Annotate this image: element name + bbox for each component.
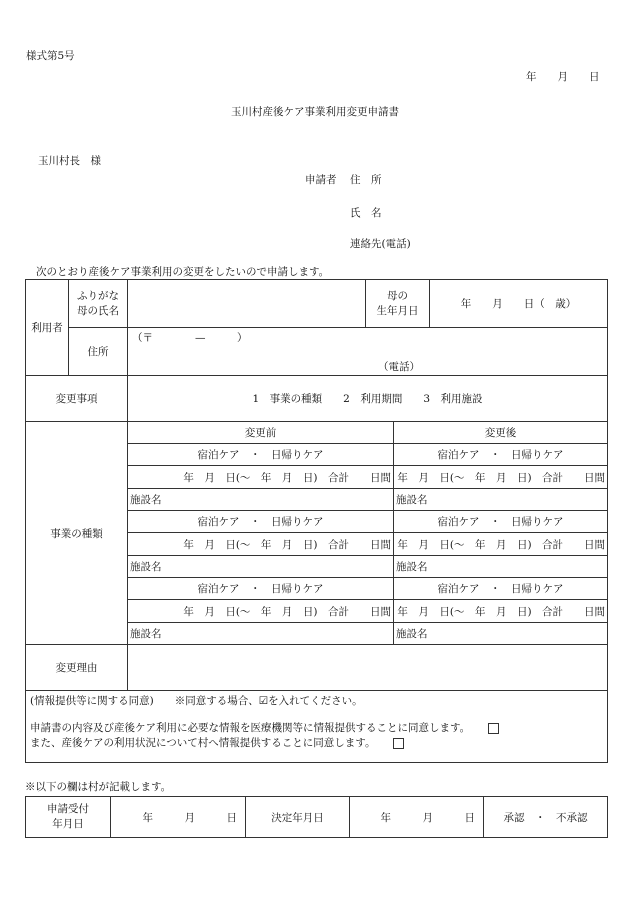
applicant-contact-label: 連絡先(電話) [350,238,411,250]
reason-label: 変更理由 [26,645,128,691]
applicant-label: 申請者 [305,174,337,186]
dob-label: 母の 生年月日 [366,280,430,328]
before-period[interactable]: 年 月 日(～ 年 月 日) 合計 日間 [128,533,394,556]
after-care-types[interactable]: 宿泊ケア ・ 日帰りケア [394,511,608,533]
addressee: 玉川村長 様 [38,155,101,167]
form-number: 様式第5号 [26,50,75,62]
dob-field[interactable]: 年 月 日（ 歳） [430,280,608,328]
consent-heading: (情報提供等に関する同意) ※同意する場合、☑を入れてください。 [30,695,363,707]
consent-box [26,691,608,763]
user-phone: （電話） [378,361,420,373]
change-items-label: 変更事項 [26,376,128,422]
applicant-address-label: 住 所 [350,174,382,186]
decision-date-label: 決定年月日 [246,797,350,838]
main-form-table [25,279,608,763]
intro-text: 次のとおり産後ケア事業利用の変更をしたいので申請します。 [36,266,330,278]
mother-name-label: ふりがな 母の氏名 [69,280,128,328]
before-care-types[interactable]: 宿泊ケア ・ 日帰りケア [128,511,394,533]
applicant-name-label: 氏 名 [350,207,382,219]
date-line: 年 月 日 [526,71,600,83]
before-header: 変更前 [128,422,394,444]
consent-line-2: また、産後ケアの利用状況について村へ情報提供することに同意します。 [30,736,603,751]
before-care-types[interactable]: 宿泊ケア ・ 日帰りケア [128,444,394,466]
office-use-table [25,796,608,838]
mother-name-field[interactable] [128,280,366,328]
consent-1-checkbox[interactable] [488,723,499,734]
approval-field[interactable]: 承認 ・ 不承認 [484,797,608,838]
reason-field[interactable] [128,645,608,691]
consent-line-1: 申請書の内容及び産後ケア利用に必要な情報を医療機関等に情報提供することに同意します。 [30,721,603,736]
user-address-label: 住所 [69,328,128,376]
before-facility[interactable]: 施設名 [128,623,394,645]
after-facility[interactable]: 施設名 [394,556,608,578]
receipt-date-label: 申請受付 年月日 [26,797,111,838]
before-facility[interactable]: 施設名 [128,489,394,511]
business-type-label: 事業の種類 [26,422,128,645]
before-period[interactable]: 年 月 日(～ 年 月 日) 合計 日間 [128,600,394,623]
after-header: 変更後 [394,422,608,444]
office-note: ※以下の欄は村が記載します。 [25,781,172,793]
after-period[interactable]: 年 月 日(～ 年 月 日) 合計 日間 [394,533,608,556]
receipt-date-field[interactable]: 年 月 日 [111,797,246,838]
after-facility[interactable]: 施設名 [394,623,608,645]
before-facility[interactable]: 施設名 [128,556,394,578]
before-period[interactable]: 年 月 日(～ 年 月 日) 合計 日間 [128,466,394,489]
after-care-types[interactable]: 宿泊ケア ・ 日帰りケア [394,444,608,466]
postal-code: （〒 — ） [132,332,248,344]
after-care-types[interactable]: 宿泊ケア ・ 日帰りケア [394,578,608,600]
after-facility[interactable]: 施設名 [394,489,608,511]
decision-date-field[interactable]: 年 月 日 [350,797,484,838]
after-period[interactable]: 年 月 日(～ 年 月 日) 合計 日間 [394,466,608,489]
user-address-field[interactable] [128,328,608,376]
user-section-label: 利用者 [26,280,69,376]
after-period[interactable]: 年 月 日(～ 年 月 日) 合計 日間 [394,600,608,623]
before-care-types[interactable]: 宿泊ケア ・ 日帰りケア [128,578,394,600]
consent-2-checkbox[interactable] [393,738,404,749]
page-title: 玉川村産後ケア事業利用変更申請書 [231,106,399,118]
change-items-options[interactable]: 1 事業の種類 2 利用期間 3 利用施設 [128,376,608,422]
